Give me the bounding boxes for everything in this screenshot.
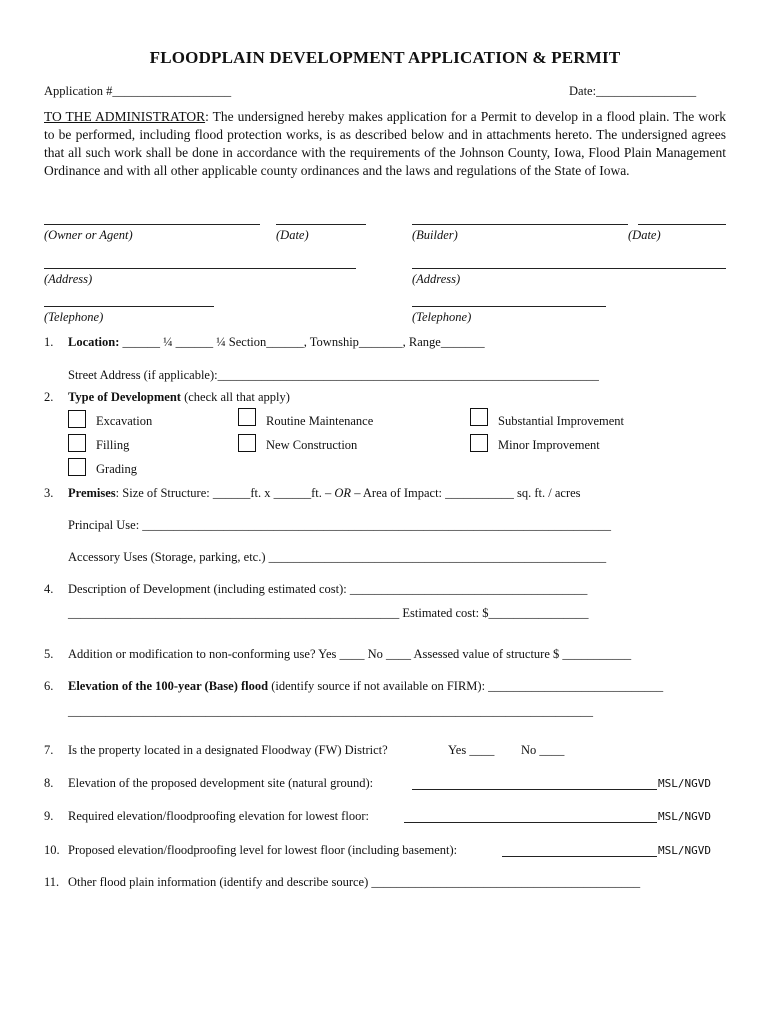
excavation-checkbox[interactable]: [68, 410, 86, 428]
substantial-improvement-label: Substantial Improvement: [498, 414, 625, 428]
new-construction-label: New Construction: [266, 438, 358, 452]
floodway-yes-field[interactable]: Yes ____: [448, 743, 495, 757]
nonconforming-fields: Addition or modification to non-conforming use? Yes ____ No ____ Assessed value of structure $ ___________: [68, 647, 632, 661]
routine-maintenance-label: Routine Maintenance: [266, 414, 374, 428]
required-elevation-unit: MSL/NGVD: [658, 810, 711, 823]
item-description[interactable]: [44, 582, 587, 597]
builder-telephone-label: (Telephone): [412, 310, 472, 324]
estimated-cost-field[interactable]: _____________________________________________________ Estimated cost: $________________: [68, 606, 589, 620]
owner-address-line[interactable]: [44, 268, 356, 269]
owner-date-line[interactable]: [276, 224, 366, 225]
item-location[interactable]: [44, 335, 485, 350]
item-hint: (check all that apply): [180, 390, 290, 404]
builder-telephone-line[interactable]: [412, 306, 606, 307]
required-elevation-line[interactable]: [404, 822, 657, 823]
item-label: Elevation of the 100-year (Base) flood: [68, 679, 269, 693]
item-premises[interactable]: [44, 486, 581, 501]
item-floodway: [44, 743, 388, 758]
item-number: 2.: [44, 390, 54, 404]
proposed-elevation-unit: MSL/NGVD: [658, 844, 711, 857]
site-elevation-label: Elevation of the proposed development site (natural ground):: [68, 776, 374, 790]
item-label: Location:: [68, 335, 120, 349]
item-number: 4.: [44, 582, 54, 596]
item-nonconforming-use[interactable]: [44, 647, 631, 662]
item-site-elevation: [44, 776, 373, 791]
owner-date-label: (Date): [276, 228, 309, 242]
new-construction-checkbox[interactable]: [238, 434, 256, 452]
substantial-improvement-checkbox[interactable]: [470, 408, 488, 426]
builder-address-line[interactable]: [412, 268, 726, 269]
street-address-field[interactable]: Street Address (if applicable):_____________________________________________________________: [68, 368, 599, 382]
floodway-question: Is the property located in a designated Floodway (FW) District?: [68, 743, 388, 757]
owner-telephone-line[interactable]: [44, 306, 214, 307]
structure-size-fields: : Size of Structure: ______ft. x ______ft.: [115, 486, 326, 500]
owner-label: (Owner or Agent): [44, 228, 133, 242]
builder-date-label: (Date): [628, 228, 661, 242]
floodway-no-field[interactable]: No ____: [521, 743, 565, 757]
principal-use-field[interactable]: Principal Use: ___________________________________________________________________________: [68, 518, 612, 532]
item-number: 6.: [44, 679, 54, 693]
item-number: 10.: [44, 843, 60, 857]
application-number-field[interactable]: Application #___________________: [44, 84, 232, 98]
location-fields: ______ ¼ ______ ¼ Section______, Township_______, Range_______: [119, 335, 485, 349]
site-elevation-unit: MSL/NGVD: [658, 777, 711, 790]
routine-maintenance-checkbox[interactable]: [238, 408, 256, 426]
item-label: Premises: [68, 486, 116, 500]
item-required-elevation: [44, 809, 369, 824]
owner-telephone-label: (Telephone): [44, 310, 104, 324]
description-field: Description of Development (including estimated cost): ______________________________________: [68, 582, 588, 596]
intro-lead: TO THE ADMINISTRATOR: [44, 109, 206, 124]
item-label: Type of Development: [68, 390, 181, 404]
builder-date-line[interactable]: [638, 224, 726, 225]
item-number: 1.: [44, 335, 54, 349]
grading-label: Grading: [96, 462, 137, 476]
item-number: 8.: [44, 776, 54, 790]
excavation-label: Excavation: [96, 414, 153, 428]
builder-signature-line[interactable]: [412, 224, 628, 225]
intro-paragraph: [44, 108, 726, 180]
or-separator: – OR –: [325, 486, 361, 500]
item-base-flood-elevation[interactable]: [44, 679, 663, 694]
builder-address-label: (Address): [412, 272, 461, 286]
item-number: 5.: [44, 647, 54, 661]
minor-improvement-checkbox[interactable]: [470, 434, 488, 452]
item-number: 3.: [44, 486, 54, 500]
base-flood-source-field[interactable]: ____________________________________________________________________________________: [68, 704, 593, 718]
filling-checkbox[interactable]: [68, 434, 86, 452]
item-number: 11.: [44, 875, 60, 889]
builder-label: (Builder): [412, 228, 458, 242]
date-field[interactable]: Date:________________: [569, 84, 697, 98]
filling-label: Filling: [96, 438, 130, 452]
proposed-elevation-label: Proposed elevation/floodproofing level for lowest floor (including basement):: [68, 843, 458, 857]
accessory-uses-field[interactable]: Accessory Uses (Storage, parking, etc.) ______________________________________________________: [68, 550, 607, 564]
area-of-impact-field: Area of Impact: ___________ sq. ft. / acres: [360, 486, 581, 500]
item-type-of-development: [44, 390, 290, 405]
proposed-elevation-line[interactable]: [502, 856, 657, 857]
owner-signature-line[interactable]: [44, 224, 260, 225]
grading-checkbox[interactable]: [68, 458, 86, 476]
item-number: 7.: [44, 743, 54, 757]
item-number: 9.: [44, 809, 54, 823]
required-elevation-label: Required elevation/floodproofing elevation for lowest floor:: [68, 809, 369, 823]
base-flood-field: (identify source if not available on FIRM): ____________________________: [268, 679, 664, 693]
item-other-information[interactable]: [44, 875, 640, 890]
intro-text: : The undersigned hereby makes application for a Permit to develop in a flood plain. The work to be performed, including flood protection works, is as described below and in attachments hereto. The undersigned agrees that all such work shall be done in accordance with the requirements of the Johnson County, Iowa, Flood Plain Management Ordinance and with all other applicable county ordinances and the laws and regulations of the State of Iowa.: [44, 109, 726, 178]
item-proposed-elevation: [44, 843, 457, 858]
other-information-field: Other flood plain information (identify and describe source) ___________________________________________: [68, 875, 641, 889]
owner-address-label: (Address): [44, 272, 93, 286]
site-elevation-line[interactable]: [412, 789, 657, 790]
minor-improvement-label: Minor Improvement: [498, 438, 600, 452]
form-title: FLOODPLAIN DEVELOPMENT APPLICATION & PERMIT: [149, 48, 621, 67]
